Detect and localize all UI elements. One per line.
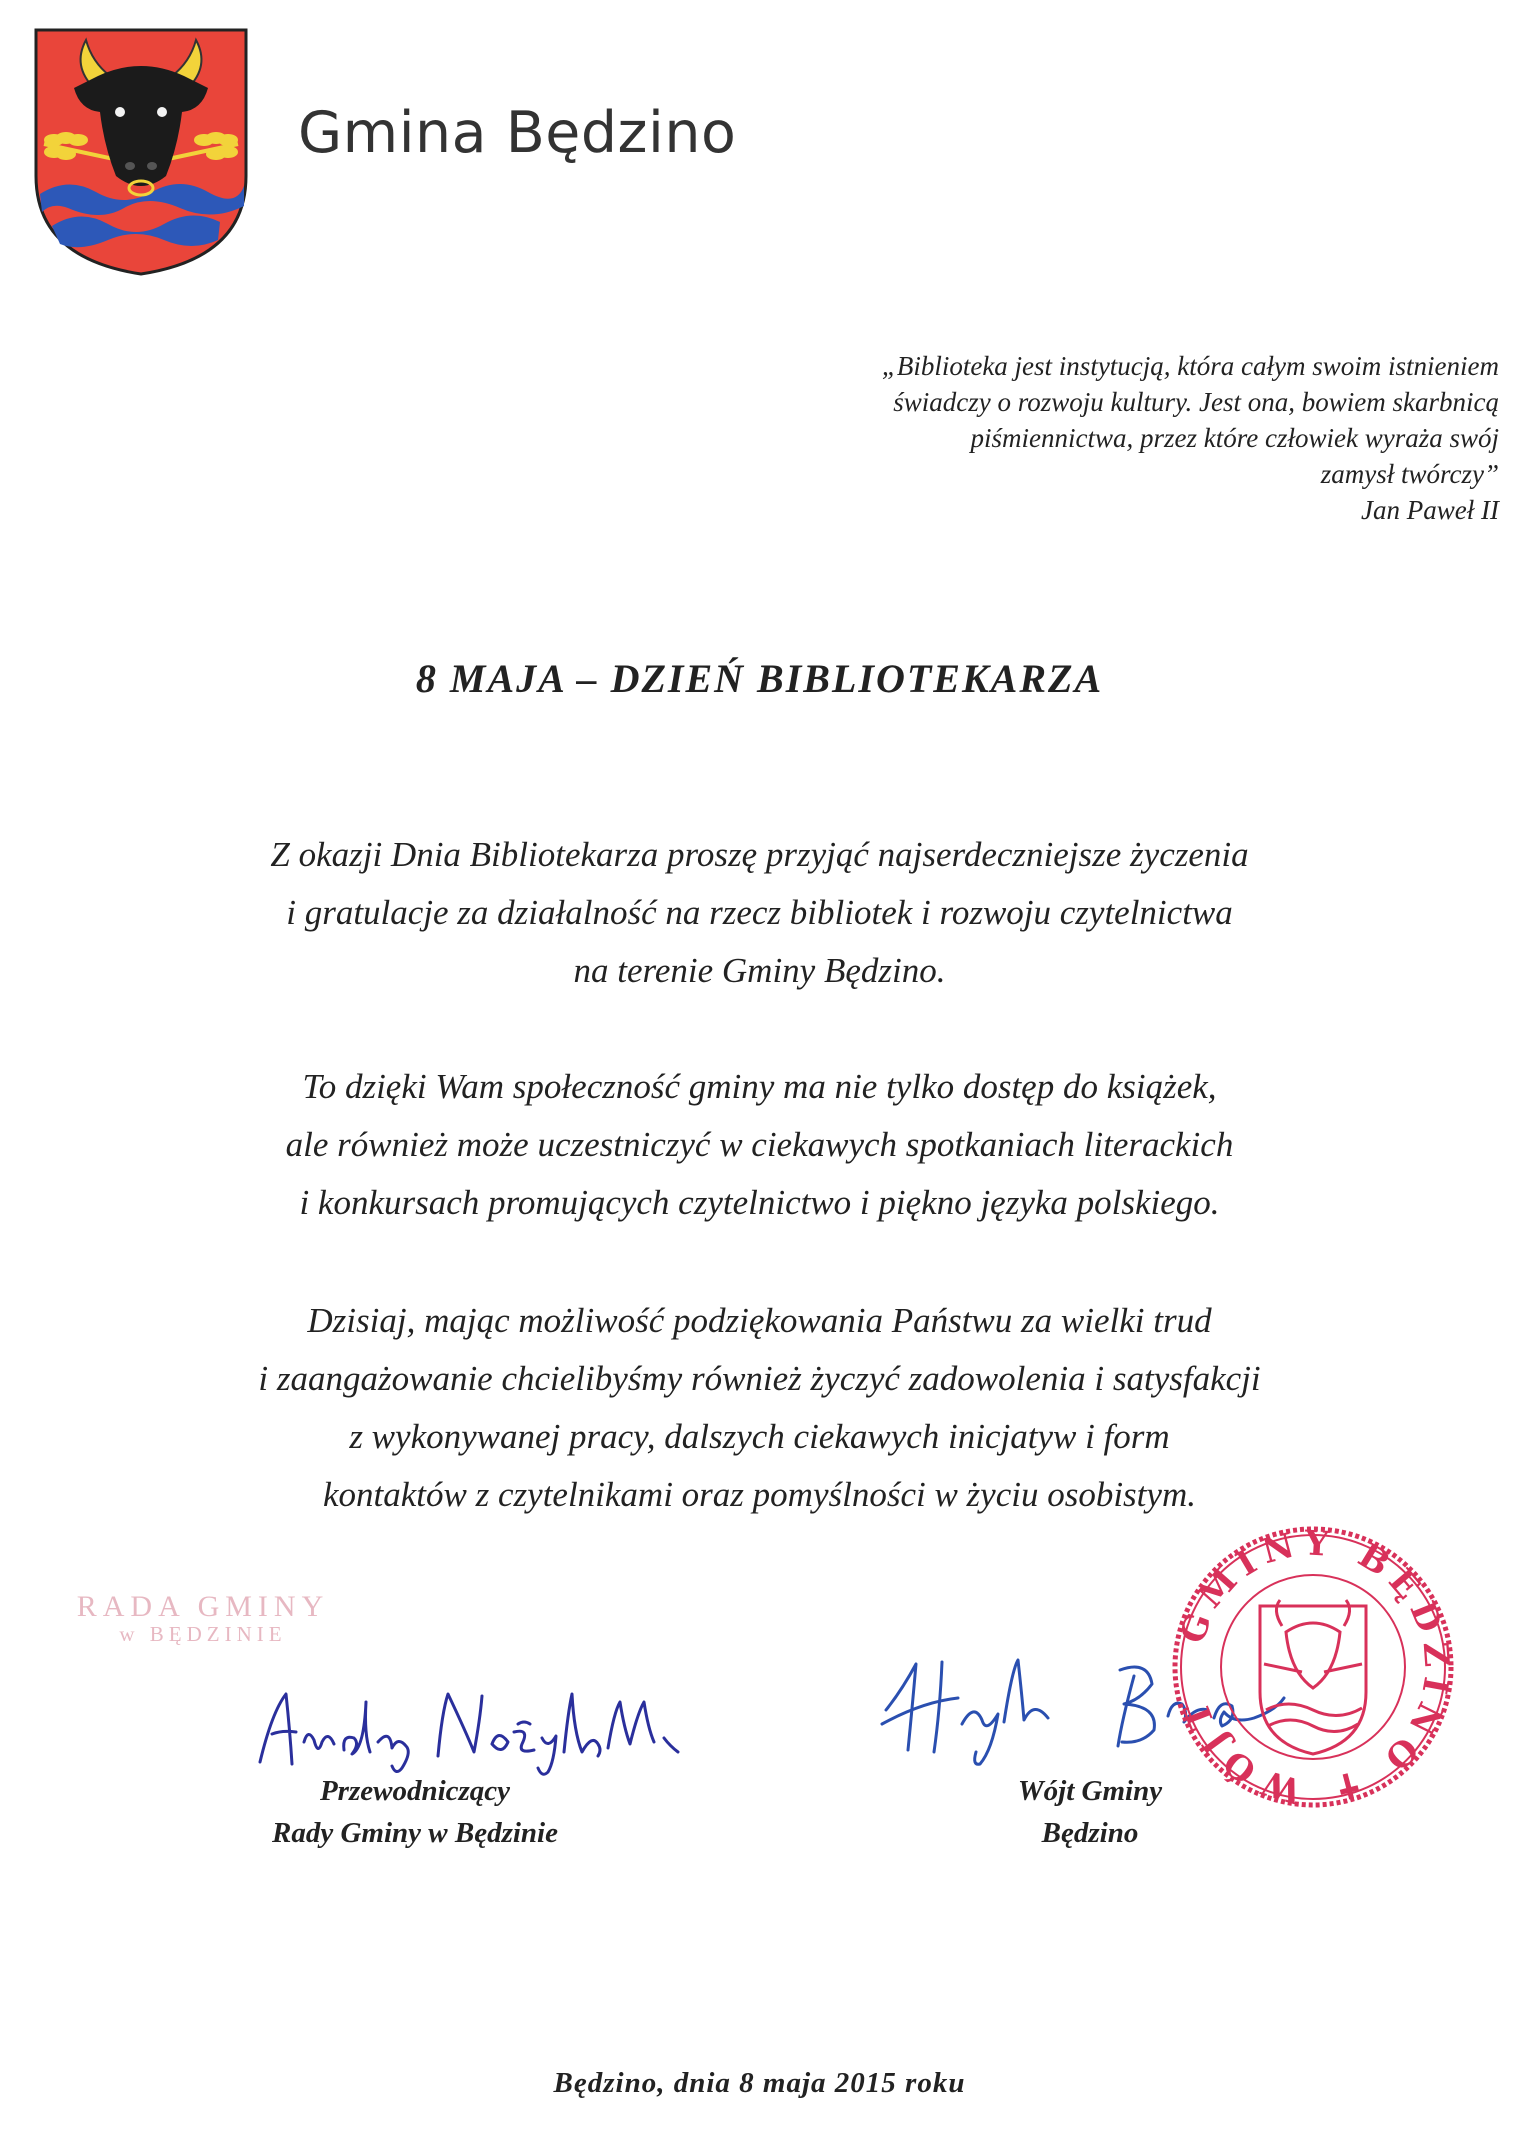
paragraph-line: Z okazji Dnia Bibliotekarza proszę przyjąć najserdeczniejsze życzenia — [270, 835, 1249, 874]
paragraph-line: Dzisiaj, mając możliwość podziękowania Państwu za wielki trud — [307, 1301, 1212, 1340]
stamp-line: w BĘDZINIE — [119, 1622, 287, 1646]
svg-text:GMINY BĘDZINO ✝ WÓJT — [1172, 1523, 1456, 1811]
quote-line: świadczy o rozwoju kultury. Jest ona, bowiem skarbnicą — [893, 387, 1499, 417]
org-name: Gmina Będzino — [298, 100, 737, 166]
date-line: Będzino, dnia 8 maja 2015 roku — [553, 2067, 966, 2099]
quote-line: „Biblioteka jest instytucją, która całym swoim istnieniem — [881, 351, 1499, 381]
body-paragraph-3 — [0, 1292, 1519, 1524]
quote-line: piśmiennictwa, przez które człowiek wyraża swój — [970, 423, 1499, 453]
role-body: Będzino — [1041, 1817, 1139, 1849]
bison-head-crest-icon — [32, 26, 250, 278]
seal-text: GMINY BĘDZINO ✝ WÓJT — [1172, 1523, 1457, 1811]
quote-block — [599, 348, 1499, 528]
paragraph-line: kontaktów z czytelnikami oraz pomyślności w życiu osobistym. — [323, 1475, 1196, 1514]
paragraph-line: To dzięki Wam społeczność gminy ma nie tylko dostęp do książek, — [302, 1067, 1217, 1106]
signatory-right — [900, 1770, 1280, 1854]
paragraph-line: i zaangażowanie chcielibyśmy również życzyć zadowolenia i satysfakcji — [258, 1359, 1261, 1398]
paragraph-line: i konkursach promujących czytelnictwo i piękno języka polskiego. — [299, 1183, 1220, 1222]
role-title: Przewodniczący — [319, 1775, 511, 1807]
body-paragraph-2 — [0, 1058, 1519, 1232]
signature-left-icon — [252, 1672, 692, 1782]
council-stamp — [48, 1590, 358, 1647]
document-title: 8 MAJA – DZIEŃ BIBLIOTEKARZA — [415, 656, 1104, 701]
official-seal-icon — [1168, 1522, 1458, 1812]
quote-line: zamysł twórczy” — [1320, 459, 1499, 489]
stamp-line: RADA GMINY — [76, 1590, 330, 1623]
paragraph-line: na terenie Gminy Będzino. — [573, 951, 946, 990]
paragraph-line: i gratulacje za działalność na rzecz bibliotek i rozwoju czytelnictwa — [286, 893, 1233, 932]
role-title: Wójt Gminy — [1017, 1775, 1163, 1807]
paragraph-line: z wykonywanej pracy, dalszych ciekawych inicjatyw i form — [349, 1417, 1170, 1456]
signatory-left — [190, 1770, 640, 1854]
quote-author: Jan Paweł II — [1361, 495, 1499, 525]
paragraph-line: ale również może uczestniczyć w ciekawych spotkaniach literackich — [285, 1125, 1234, 1164]
body-paragraph-1 — [0, 826, 1519, 1000]
role-body: Rady Gminy w Będzinie — [272, 1817, 558, 1849]
